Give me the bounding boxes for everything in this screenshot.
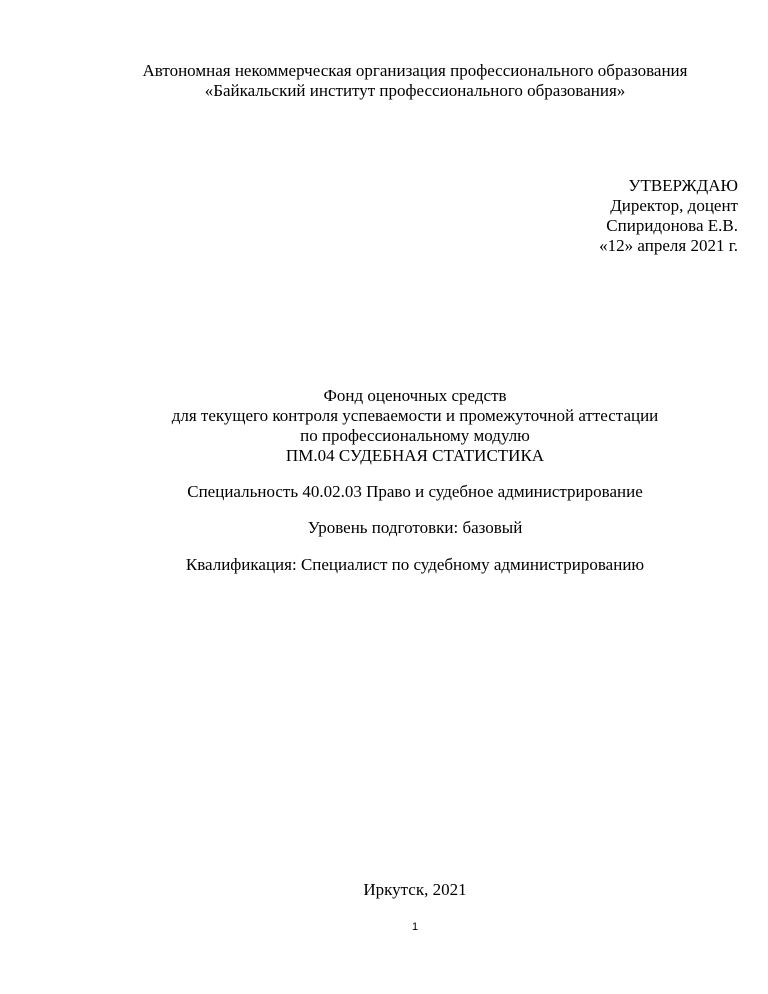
specialty-text: Специальность 40.02.03 Право и судебное администрирование [187,482,643,501]
title-line2: для текущего контроля успеваемости и промежуточной аттестации [171,406,659,425]
city-year: Иркутск, 2021 [363,880,467,899]
approval-date: «12» апреля 2021 г. [599,236,738,255]
level-text: Уровень подготовки: базовый [307,518,523,537]
approval-title: УТВЕРЖДАЮ [628,176,738,195]
approval-name: Спиридонова Е.В. [606,216,738,235]
qualification-text: Квалификация: Специалист по судебному администрированию [185,555,645,574]
title-line3: по профессиональному модулю [300,426,530,445]
page-number: 1 [411,921,419,933]
org-name-line2: «Байкальский институт профессионального образования» [204,81,626,100]
approval-position: Директор, доцент [610,196,738,215]
title-line1: Фонд оценочных средств [323,386,507,405]
org-name-line1: Автономная некоммерческая организация профессионального образования [142,61,688,80]
title-line4: ПМ.04 СУДЕБНАЯ СТАТИСТИКА [285,446,545,465]
